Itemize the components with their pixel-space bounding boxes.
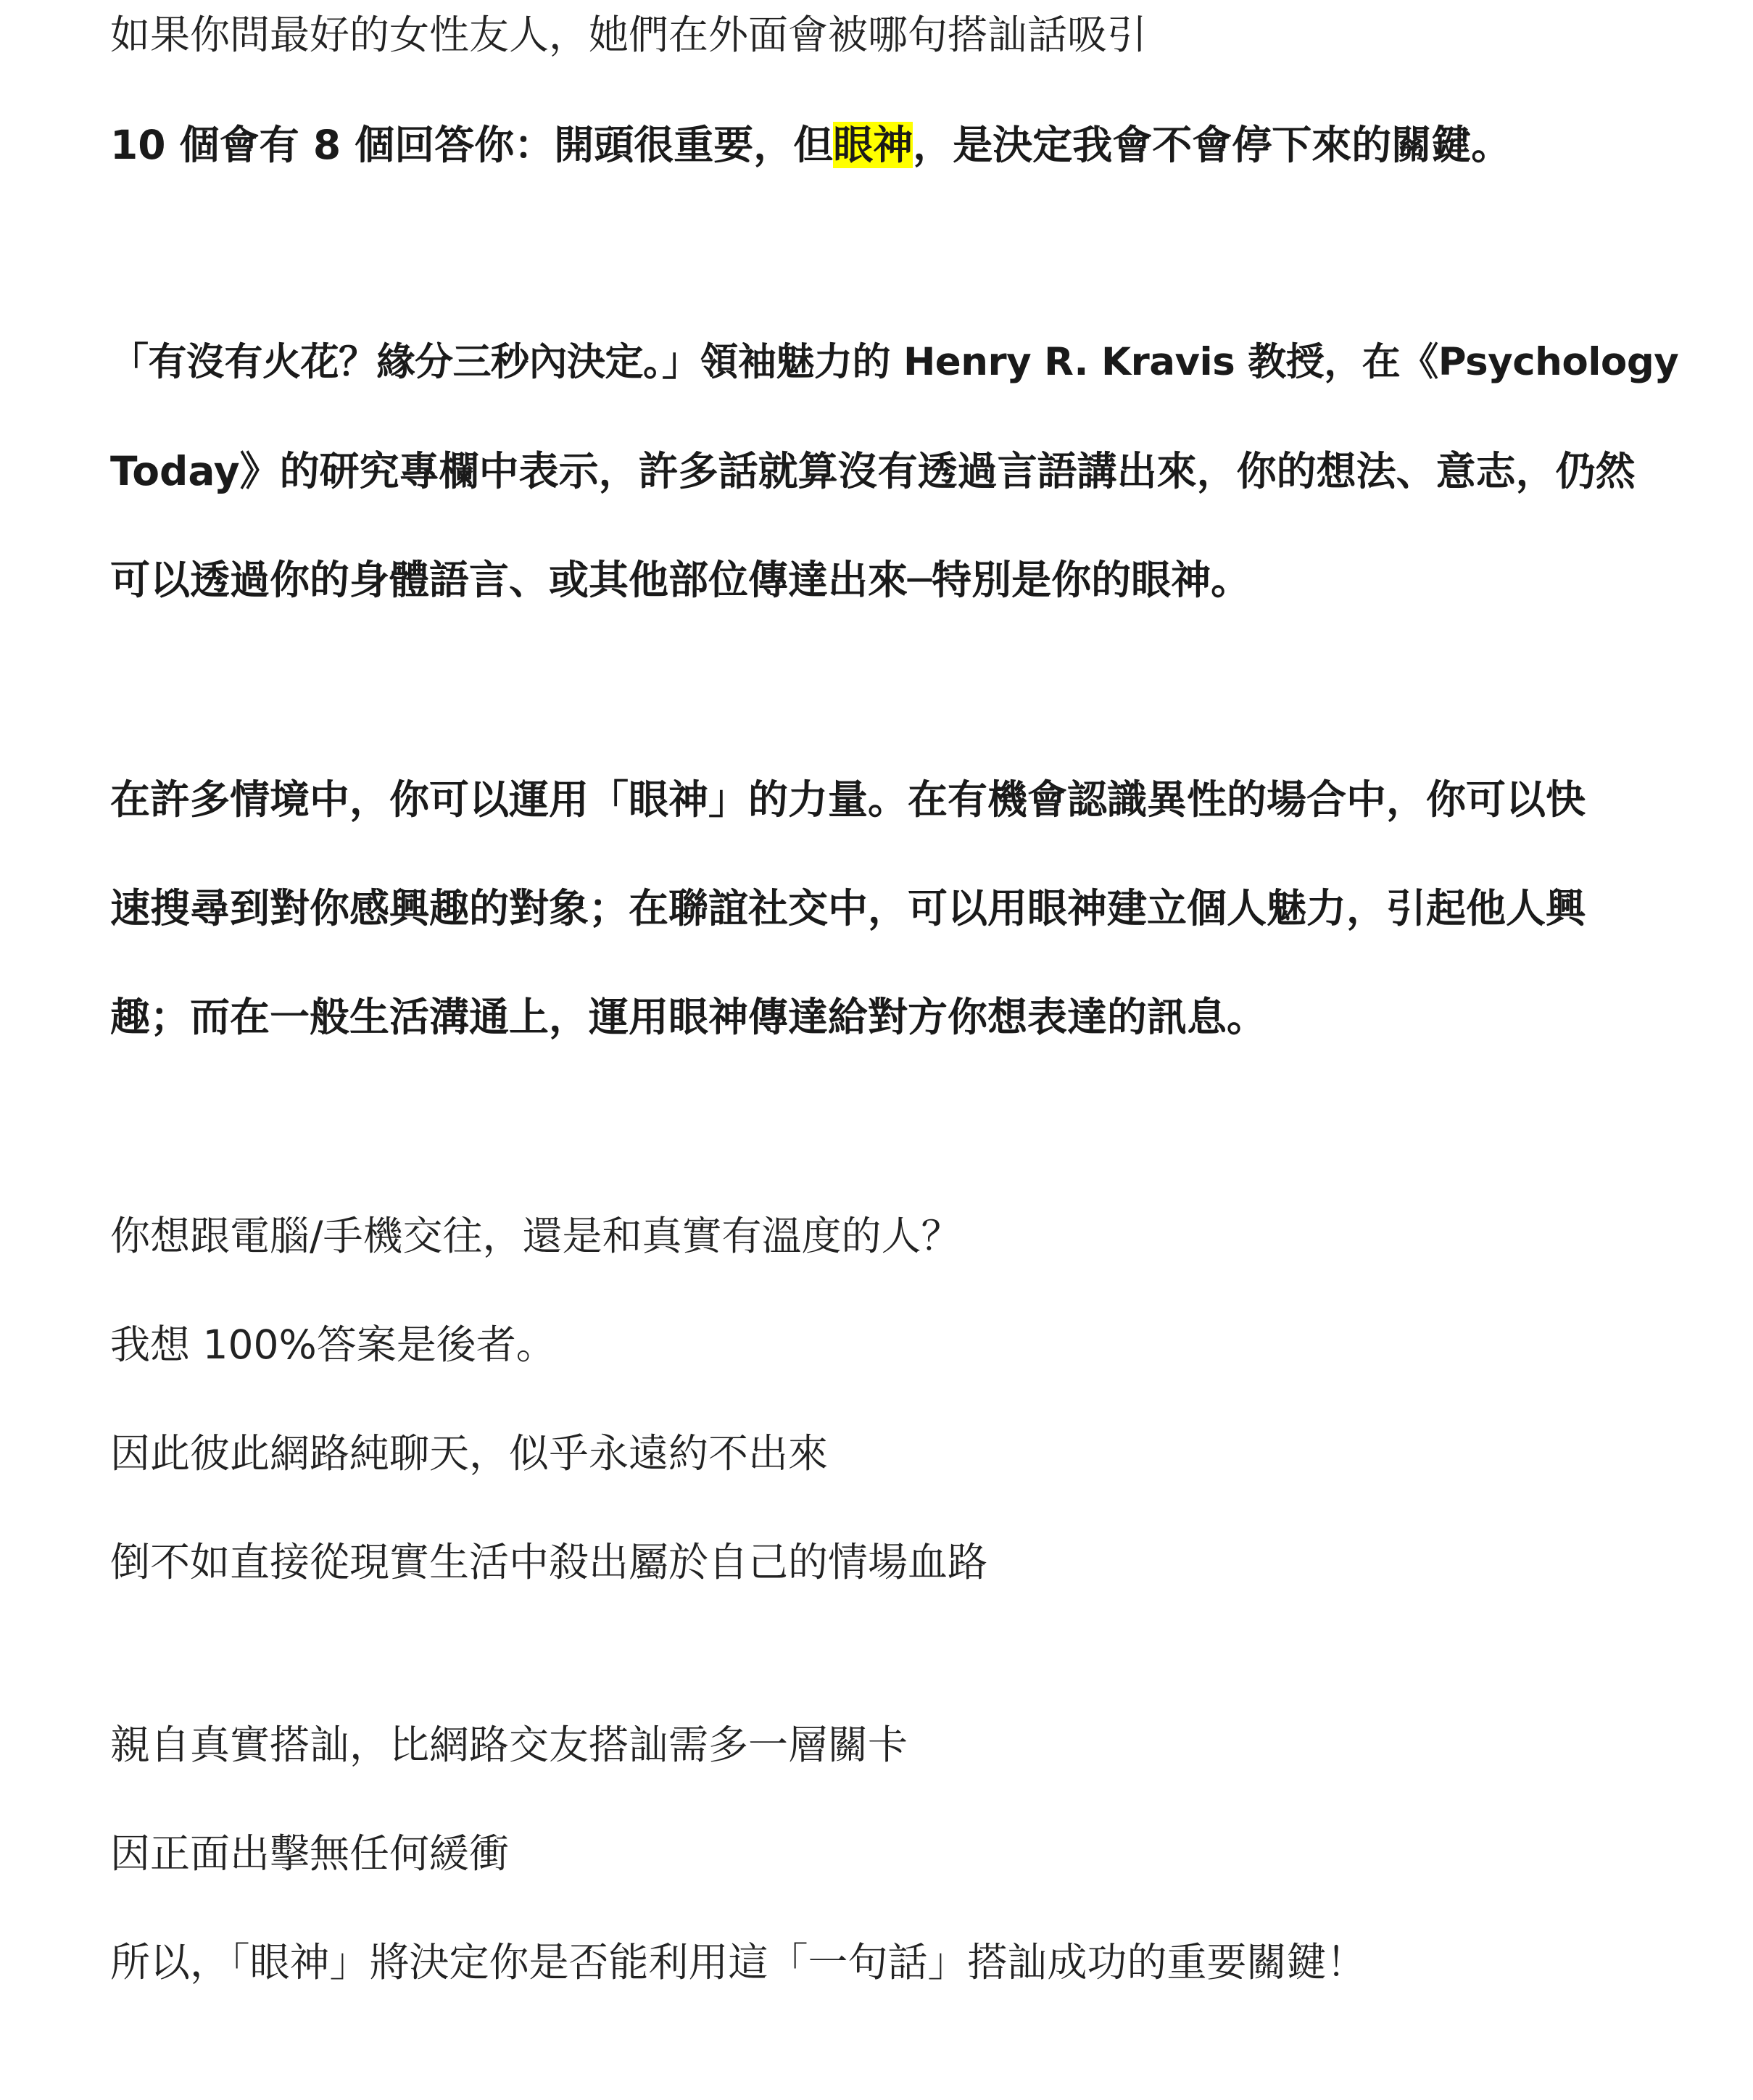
paragraph-real-life-line-4: 倒不如直接從現實生活中殺出屬於自己的情場血路 [110, 1539, 988, 1585]
key-answer-before: 10 個會有 8 個回答你：開頭很重要，但 [110, 122, 834, 168]
paragraph-kravis-line-2: Today》的研究專欄中表示，許多話就算沒有透過言語講出來，你的想法、意志，仍然 [110, 448, 1636, 494]
paragraph-situations-line-2: 速搜尋到對你感興趣的對象；在聯誼社交中，可以用眼神建立個人魅力，引起他人興 [110, 885, 1586, 931]
paragraph-conclusion-line-3: 所以，「眼神」將決定你是否能利用這「一句話」搭訕成功的重要關鍵！ [110, 1939, 1367, 1985]
paragraph-real-life-line-3: 因此彼此網路純聊天，似乎永遠約不出來 [110, 1430, 829, 1477]
paragraph-conclusion-line-1: 親自真實搭訕，比網路交友搭訕需多一層關卡 [110, 1722, 908, 1768]
paragraph-kravis-line-3: 可以透過你的身體語言、或其他部位傳達出來─特別是你的眼神。 [110, 557, 1251, 603]
paragraph-situations-line-1: 在許多情境中，你可以運用「眼神」的力量。在有機會認識異性的場合中，你可以快 [110, 776, 1586, 823]
key-answer-line [110, 116, 1511, 174]
highlighted-eyes-text: 眼神 [833, 122, 913, 168]
paragraph-kravis-line-1: 「有沒有火花？緣分三秒內決定。」領袖魅力的 Henry R. Kravis 教授，在《Psychology [110, 340, 1679, 384]
paragraph-real-life-line-2: 我想 100%答案是後者。 [110, 1321, 556, 1368]
key-answer-after: ，是決定我會不會停下來的關鍵。 [913, 122, 1512, 168]
paragraph-situations-line-3: 趣；而在一般生活溝通上，運用眼神傳達給對方你想表達的訊息。 [110, 994, 1267, 1040]
paragraph-conclusion-line-2: 因正面出擊無任何緩衝 [110, 1830, 510, 1877]
intro-question-line: 如果你問最好的女性友人，她們在外面會被哪句搭訕話吸引 [110, 12, 1148, 58]
paragraph-real-life-line-1: 你想跟電腦/手機交往，還是和真實有溫度的人？ [110, 1213, 961, 1259]
